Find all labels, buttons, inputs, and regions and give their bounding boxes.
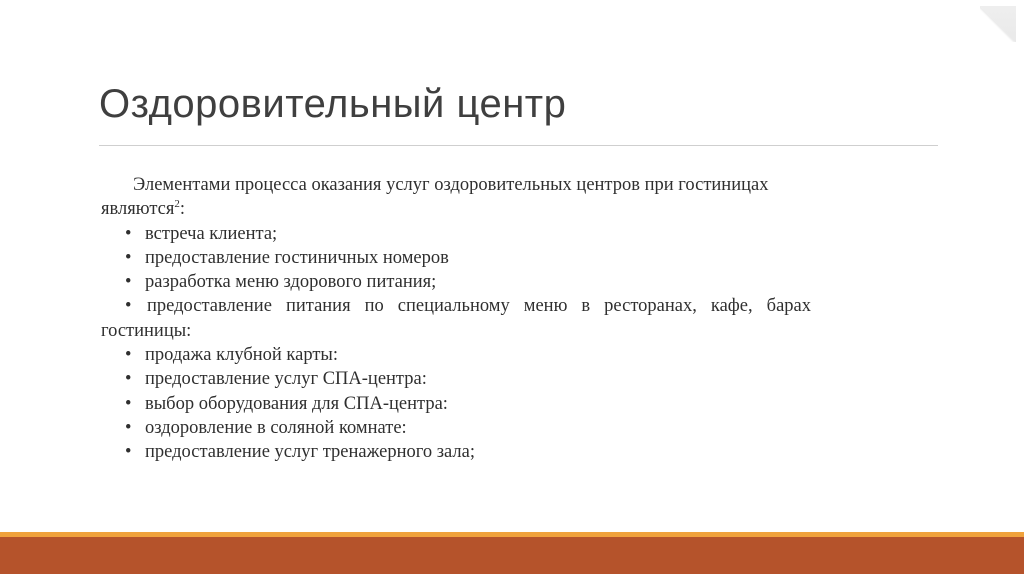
bullet-icon: • <box>125 296 132 317</box>
list-item <box>101 440 821 464</box>
list-item-text: выбор оборудования для СПА-центра: <box>145 393 448 414</box>
bullet-icon: • <box>125 345 132 366</box>
bullet-icon: • <box>125 393 132 414</box>
footnote-mark: 2 <box>174 198 180 211</box>
list-item <box>101 294 821 343</box>
bullet-icon: • <box>125 223 132 244</box>
list-item <box>101 222 821 246</box>
list-item <box>101 392 821 416</box>
slide-title: Оздоровительный центр <box>99 82 567 126</box>
list-item-text: предоставление услуг тренажерного зала; <box>145 442 476 463</box>
list-item-text: встреча клиента; <box>145 223 278 244</box>
list-item-text: предоставление услуг СПА-центра: <box>145 369 427 390</box>
bullet-icon: • <box>125 417 132 438</box>
list-item <box>101 367 821 391</box>
list-item <box>101 270 821 294</box>
list-item <box>101 416 821 440</box>
footer-accent-bar <box>0 537 1024 574</box>
list-item-text: разработка меню здорового питания; <box>145 272 437 293</box>
bullet-icon: • <box>125 369 132 390</box>
list-item <box>101 343 821 367</box>
bullet-icon: • <box>125 247 132 268</box>
list-item <box>101 246 821 270</box>
bullet-icon: • <box>125 272 132 293</box>
title-divider <box>99 145 938 146</box>
bullet-icon: • <box>125 442 132 463</box>
list-item-text: оздоровление в соляной комнате: <box>145 417 407 438</box>
bullet-list <box>101 222 821 465</box>
list-item-text: предоставление питания по специальному меню в ресторанах, кафе, барах гостиницы: <box>101 296 811 341</box>
list-item-text: предоставление гостиничных номеров <box>145 247 449 268</box>
slide-body <box>101 173 821 465</box>
intro-text: Элементами процесса оказания услуг оздоровительных центров при гостиницах являются <box>101 175 769 220</box>
page-curl-decoration <box>980 6 1016 42</box>
intro-colon: : <box>179 199 185 220</box>
list-item-text: продажа клубной карты: <box>145 345 339 366</box>
intro-paragraph <box>101 173 821 222</box>
